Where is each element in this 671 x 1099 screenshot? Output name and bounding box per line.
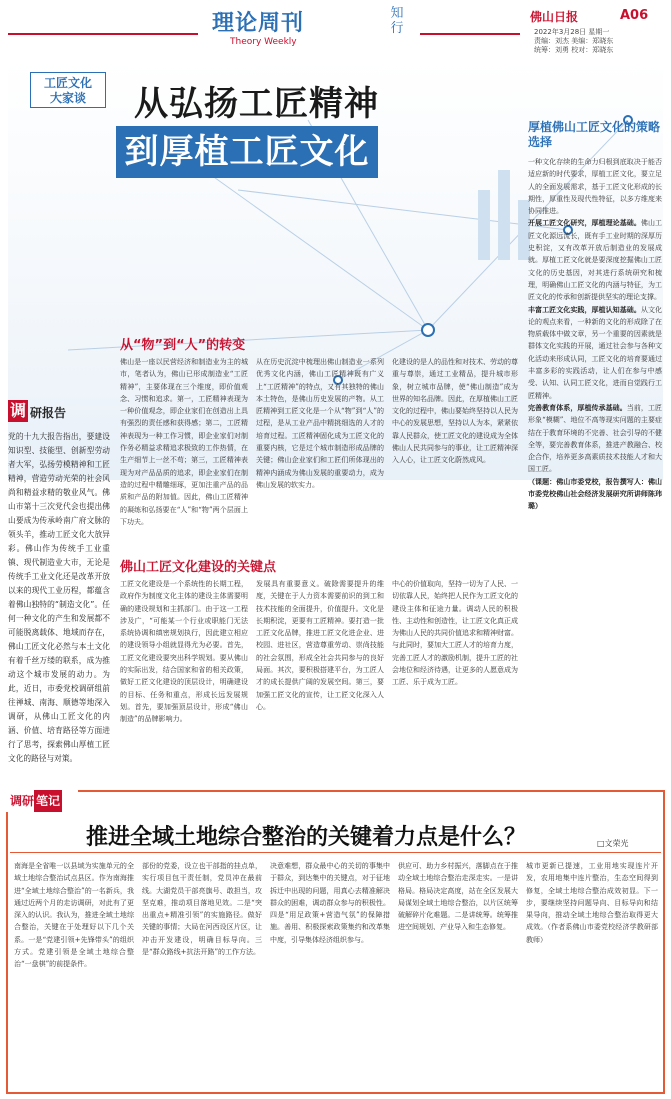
headline-bottom: 到厚植工匠文化: [116, 126, 378, 178]
right-column-intro: 一种文化存续的生命力归根到底取决于能否适应新的时代要求，厚植工匠文化，要立足人的全面发展需求，基于工匠文化形成的长期性，厚重性及现代性特征，以多方维度来协同推进。: [528, 158, 662, 216]
column-tag: [30, 72, 106, 108]
research-text: 党的十九大报告指出，要建设知识型、技能型、创新型劳动者大军，弘扬劳模精神和工匠精神，营造劳动光荣的社会风尚和精益求精的敬业风气。佛山市第十三次党代会也提出佛山要成为传承岭南广府文脉的领头羊，推动工匠文化大放异彩。佛山作为传统手工业重镇、现代制造业大市，无论是传统手工业文化还是改革开放以来的现代工业历程，都蕴含着佛山独特的“制造文化”。任何一种文化的产生和发展都不可能脱离载体、地域而存在，佛山工匠文化必然与本土文化有着千丝万缕的联系，成为推动这个城市发展的动力。为此，近日，市委党校调研组前往禅城、南海、顺德等地深入调研，从佛山工匠文化的内涵、价值、培育路径等方面进行了思考，探索佛山厚植工匠文化的路径与对策。: [8, 432, 110, 763]
right-column-p2: 从文化论的观点来看，一种新的文化的形成除了在物质载体中做文章，另一个重要的因素就是群体文化实践的开展，通过社会参与各种文化活动来形成认同，工匠文化的培育要通过丰富多彩的实践活动，让人们在参与中感受、认知、认同工匠文化，进而自觉践行工匠精神。: [528, 305, 662, 400]
bottom-col3: 决意难想，群众最中心的关切的事集中于群众，到达集中的关键点，对于征地拆迁中出现的问题，用真心去精准解决群众的困难，调动群众参与的积极性。四是“用足政策+营造气氛”的保障措施。善用、积极探索政策集约和改革集中度，引导集体经济组织参与。: [270, 862, 390, 944]
section-title: 理论周刊: [212, 11, 305, 36]
research-icon: 调: [9, 401, 26, 420]
bottom-headline: 推进全域土地综合整治的关键着力点是什么？: [86, 825, 527, 850]
bottom-author: □文荣光: [597, 839, 629, 848]
column-tag-line2: 大家谈: [49, 91, 86, 105]
section2-title: 佛山工匠文化建设的关键点: [120, 560, 277, 575]
notes-tag-part-b: 笔记: [34, 790, 62, 812]
header-rule-left: [8, 33, 198, 35]
section1-col3: 化建设的是人的品性和对技术、劳动的尊重与尊崇，通过工业精品，提升城市形象，树立城市品牌，使“佛山制造”成为世界的知名品牌。因此，在厚植佛山工匠文化的过程中，佛山要始终坚持以人民为中心的发展思想，坚持以人为本，紧紧依靠人民群众，使工匠文化的建设成为全体佛山人民共同参与的事业，让工匠精神深入人心，让工匠文化蔚然成风。: [392, 358, 518, 465]
bottom-rule: [10, 852, 661, 853]
column-tag-line1: 工匠文化: [43, 76, 92, 90]
right-column-title: 厚植佛山工匠文化的策略选择: [528, 120, 661, 149]
right-column-p2-head: 丰富工匠文化实践，厚植认知基础。: [528, 304, 641, 314]
headline-top: 从弘扬工匠精神: [134, 84, 379, 124]
right-column-body: [528, 156, 662, 766]
section1-title: 从“物”到“人”的转变: [120, 338, 246, 353]
section2-col1: 工匠文化建设是一个系统性的长期工程，政府作为制度文化主体的建设主体需要明确的建设规划和主抓部门。由于这一工程涉及广，“可能某一个行业或职能门无法系统协调和缜密规划执行，因此建立相应的建设领导小组就显得尤为必要。首先，工匠文化建设要突出科学规划。要从佛山的实际出发，结合国家和省的相关政策，做好工匠文化建设的顶层设计，明确建设的目标、任务和重点，形成长远发展规划。首先，要加强顶层设计，形成“佛山制造”的品牌影响力。: [120, 580, 248, 724]
right-column-p1: 佛山工匠文化源远流长，既有手工业时期的深厚历史积淀，又有改革开放后制造业的发展成就。厚植工匠文化就是要深度挖掘佛山工匠文化的历史基因，对其进行系统研究和梳理，明确佛山工匠文化的内涵与特征，为工匠文化的传承和创新提供坚实的理论支撑。: [528, 219, 662, 302]
bottom-col5: 城市更新已提速，工业用地实现连片开发，农用地集中连片整治，生态空间得到修复，全域土地综合整治成效初显。下一步，要继续坚持问题导向、目标导向和结果导向，推动全域土地综合整治取得更大成效。（作者系佛山市委党校经济学教研部教师）: [526, 862, 658, 944]
section1-col1: 佛山是一座以民营经济和制造业为主的城市，笔者认为，佛山已形成制造业“工匠精神”，主要体现在三个维度，即价值观念、习惯和追求。第一，工匠精神表现为一种价值观念，即企业家们在创造出上具有强烈的责任感和获得感；第二，工匠精神表现为一种工作习惯，即企业家们对制作务必精益求精追求极致的工作热情，在生产细节上一丝不苟；第三，工匠精神表现为对产品品质的追求，即企业家们在制造的过程中精雕细琢，更加注重产品的品质和产品的附加值。因此，佛山工匠精神的凝练和弘扬要在“人”和“物”两个层面上下功夫。: [120, 358, 248, 526]
header-rule-right: [420, 33, 520, 35]
research-label: 研报告: [30, 406, 67, 420]
bottom-col4: 供应可、助力乡村振兴，落脚点在于推动全域土地综合整治走深走实。一是讲格局。格局决定高度，站在全区发展大局谋划全域土地综合整治，以片区统筹破解碎片化难题。二是讲统筹。统筹推进空间规划、产业导入和生态修复。: [398, 862, 518, 932]
right-column-p3-head: 完善教育体系，厚植传承基础。: [528, 402, 627, 412]
bottom-col2: 部份的党委，设立也干部指的挂点单，实行项目包干责任制，党员冲在最前线。大湖党员干部亮旗号、敢担当，攻坚克难，推动项目落地见效。二是“突出重点+精准引领”的实施路径。做好关键的事情；大局在河西设区片区，让冲击开发建设，明确目标导向。三是“群众路线+抗法开路”的工作方法。: [142, 862, 262, 957]
right-column-p1-head: 开展工匠文化研究，厚植理论基础。: [528, 218, 641, 228]
paper-name: 佛山日报: [530, 10, 579, 24]
section2-col3: 中心的价值取向，坚持一切为了人民、一切依靠人民，始终把人民作为工匠文化的建设主体和征途力量。调动人民的积极性、主动性和创造性，让工匠文化真正成为佛山人民的共同价值追求和精神财富。与此同时，要加大工匠人才的培育力度，完善工匠人才的激励机制，提升工匠的社会地位和经济待遇，让更多的人愿意成为工匠、乐于成为工匠。: [392, 580, 518, 687]
bottom-col1: 南海是全省唯一以县域为实施单元的全域土地综合整治试点县区。作为南海推进“全域土地综合整治”的一名新兵，我通过近两个月的走访调研，对此有了更深入的认识。我认为，推进全域土地综合整治，关键在于处理好以下几个关系。一是“党建引领+先锋带头”的组织方式。党建引领是全域土地综合整治“一盘棋”的前提条件。: [14, 862, 134, 969]
page-number: A06: [620, 8, 649, 23]
right-column-source: （课题：佛山市委党校，报告撰写人：佛山市委党校佛山社会经济发展研究所讲师陈玮璐）: [528, 476, 662, 511]
notes-tag-part-a: 调研: [10, 794, 35, 808]
issue-date: 2022年3月28日 星期一: [534, 28, 610, 36]
section-subtitle: Theory Weekly: [230, 37, 297, 47]
section1-col2: 从在历史沉淀中梳理出佛山制造业一系列优秀文化内涵，佛山工匠精神既有广义上“工匠精神”的特点，又有其独特的佛山本土特色，是佛山历史发展的产物。从工匠精神到工匠文化是一个从“物”到“人”的过程，是从工业产品中精挑细选的人才的培育过程。工匠精神固化成为工匠文化的重要内核，它是过个城市制造形成品牌的关键；佛山企业家们和工匠们所体现出的精神内涵成为佛山发展的重要动力，成为佛山发展的软实力。: [256, 358, 384, 489]
section2-col2: 发展具有重要意义。破除需要提升的维度，关键在于人力资本需要前识的到工和技术技能的全面提升，价值提升。文化是长期积淀，更要有工匠精神。要打造一批工匠文化品牌，推进工匠文化进企业、进校园、进社区，营造尊重劳动、崇尚技能的社会氛围，形成全社会共同参与的良好局面。其次，要积极搭建平台，为工匠人才的成长提供广阔的发展空间。第三，要加强工匠文化的宣传，让工匠文化深入人心。: [256, 580, 384, 711]
right-column-p3: 当前，工匠形象“模糊”、地位不高等现实问题的主要症结在于教育环境的不完善、社会引导的不健全等，要完善教育体系，推进产教融合、校企合作，培养更多高素质技术技能人才和大国工匠。: [528, 403, 662, 474]
research-notes-tag: [6, 790, 78, 812]
section-side-label: 知行: [390, 6, 404, 36]
proof-credit: 统筹：刘勇 校对：郑晓东: [534, 46, 614, 54]
editor-credit: 责编：刘杰 美编：郑晓东: [534, 37, 614, 45]
